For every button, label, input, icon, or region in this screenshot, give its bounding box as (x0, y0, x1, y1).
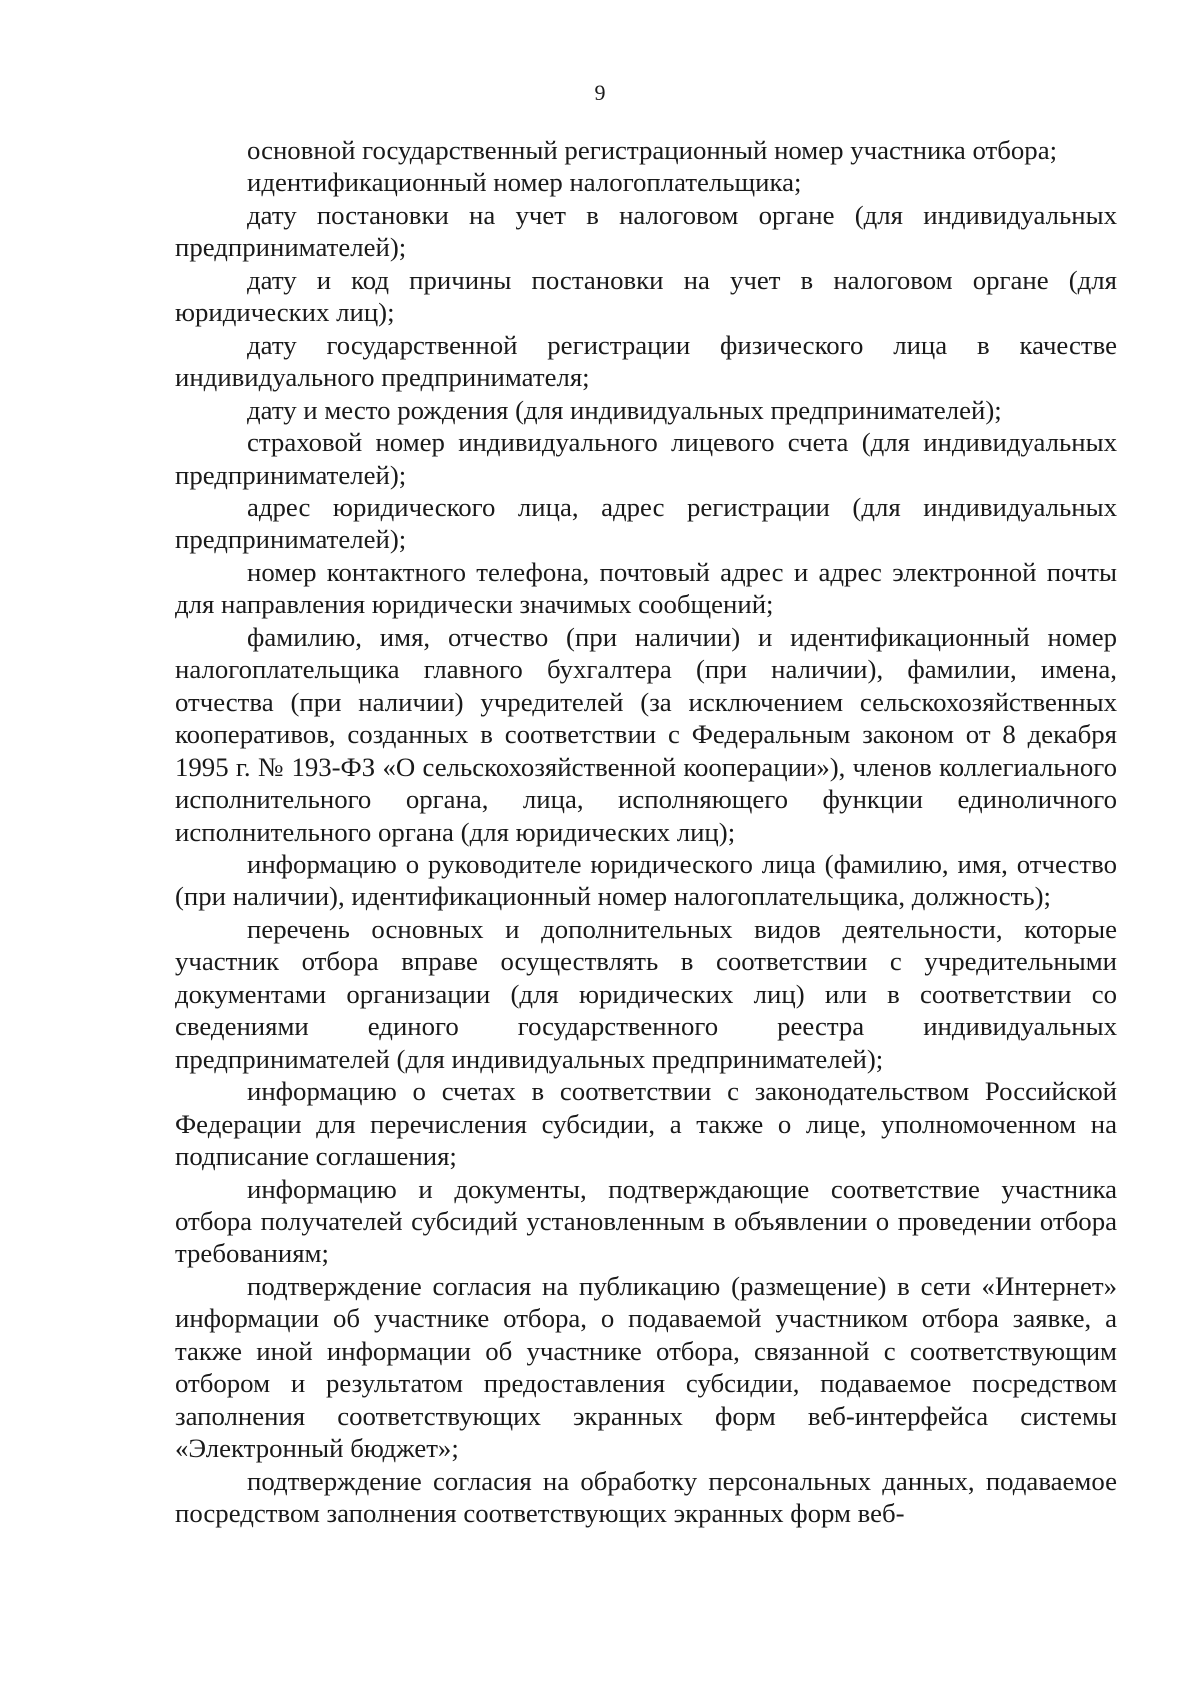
paragraph-contacts: номер контактного телефона, почтовый адрес и адрес электронной почты для направления юридически значимых сообщений; (175, 556, 1117, 620)
paragraph-address: адрес юридического лица, адрес регистрации (для индивидуальных предпринимателей); (175, 491, 1117, 555)
paragraph-founders: фамилию, имя, отчество (при наличии) и идентификационный номер налогоплательщика главного бухгалтера (при наличии), фамилии, имена, отчества (при наличии) учредителей (за исключением сельскохозяйственных кооперативов, созданных в соответствии с Федеральным законом от 8 декабря 1995 г. № 193-ФЗ «О сельскохозяйственной кооперации»), членов коллегиального исполнительного органа, лица, исполняющего функции единоличного исполнительного органа (для юридических лиц); (175, 621, 1117, 847)
paragraph-tax-registration-date-ip: дату постановки на учет в налоговом органе (для индивидуальных предпринимателей); (175, 199, 1117, 263)
paragraph-head-info: информацию о руководителе юридического лица (фамилию, имя, отчество (при наличии), идентификационный номер налогоплательщика, должность); (175, 848, 1117, 912)
paragraph-publication-consent: подтверждение согласия на публикацию (размещение) в сети «Интернет» информации об участнике отбора, о подаваемой участником отбора заявке, а также иной информации об участнике отбора, связанной с соответствующим отбором и результатом предоставления субсидии, подаваемое посредством заполнения соответствующих экранных форм веб-интерфейса системы «Электронный бюджет»; (175, 1270, 1117, 1464)
paragraph-inn: идентификационный номер налогоплательщика; (247, 167, 802, 198)
page-number: 9 (594, 80, 606, 105)
paragraph-birth-date-place: дату и место рождения (для индивидуальных предпринимателей); (247, 394, 1002, 425)
paragraph-ogrn: основной государственный регистрационный номер участника отбора; (247, 135, 1058, 165)
paragraph-accounts: информацию о счетах в соответствии с законодательством Российской Федерации для перечисления субсидии, а также о лице, уполномоченном на подписание соглашения; (175, 1076, 1117, 1172)
paragraph-personal-data-consent: подтверждение согласия на обработку персональных данных, подаваемое посредством заполнения соответствующих экранных форм веб- (175, 1465, 1117, 1529)
document-text (175, 134, 1117, 1529)
paragraph-tax-registration-date-ul: дату и код причины постановки на учет в налоговом органе (для юридических лиц); (175, 264, 1117, 328)
paragraph-state-registration-date: дату государственной регистрации физического лица в качестве индивидуального предпринимателя; (175, 329, 1117, 393)
paragraph-snils: страховой номер индивидуального лицевого счета (для индивидуальных предпринимателей); (175, 427, 1117, 490)
paragraph-activities: перечень основных и дополнительных видов деятельности, которые участник отбора вправе осуществлять в соответствии с учредительными документами организации (для юридических лиц) или в соответствии со сведениями единого государственного реестра индивидуальных предпринимателей (для индивидуальных предпринимателей); (175, 913, 1117, 1074)
paragraph-compliance-documents: информацию и документы, подтверждающие соответствие участника отбора получателей субсидий установленным в объявлении о проведении отбора требованиям; (175, 1173, 1117, 1269)
